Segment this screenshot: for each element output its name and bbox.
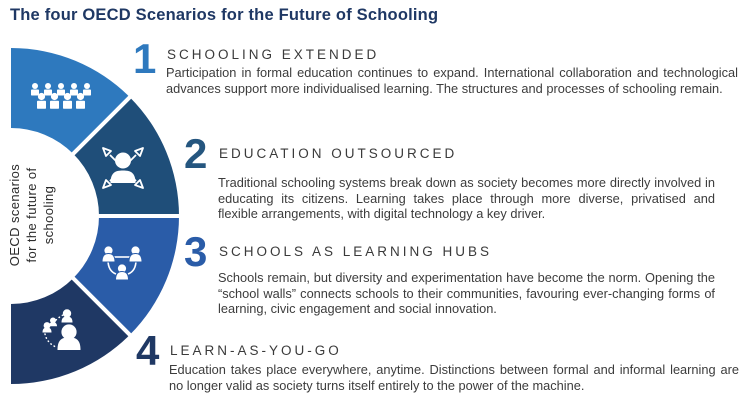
wheel-hub-label-line: for the future of: [23, 167, 39, 263]
scenario-1-heading: SCHOOLING EXTENDED: [167, 47, 380, 62]
scenario-1-description: Participation in formal education continues to expand. International collaboration and technological advances support more individualised learning. The structures and processes of schooling remain.: [166, 65, 738, 96]
wheel-hub-label: [7, 127, 65, 303]
scenario-3-heading: SCHOOLS AS LEARNING HUBS: [219, 244, 493, 259]
scenario-2-description: Traditional schooling systems break down as society becomes more directly involved in educating its citizens. Learning takes place through more diverse, privatised and flexible arrangements, with digital technology a key driver.: [218, 175, 715, 222]
scenario-3-number: 3: [184, 228, 208, 275]
wheel-hub-label-line: OECD scenarios: [7, 163, 22, 267]
scenario-4-description: Education takes place everywhere, anytime. Distinctions between formal and informal learning are no longer valid as society turns itself entirely to the power of the machine.: [169, 362, 739, 393]
page-title: The four OECD Scenarios for the Future of Schooling: [10, 6, 439, 24]
scenario-2-number: 2: [184, 130, 208, 177]
scenario-3-description: Schools remain, but diversity and experimentation have become the norm. Opening the “school walls” connects schools to their communities, favouring ever-changing forms of learning, civic engagement and social innovation.: [218, 270, 715, 317]
wheel-hub-label-line: schooling: [40, 185, 56, 245]
scenario-2-heading: EDUCATION OUTSOURCED: [219, 146, 458, 161]
scenario-4-heading: LEARN-AS-YOU-GO: [170, 343, 342, 358]
scenario-1-number: 1: [133, 35, 157, 82]
scenario-4-number: 4: [136, 327, 160, 374]
